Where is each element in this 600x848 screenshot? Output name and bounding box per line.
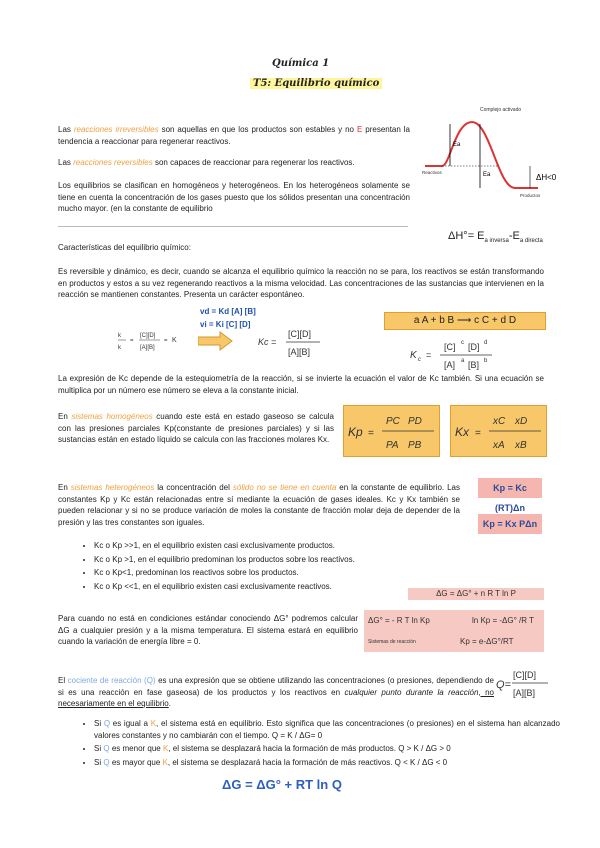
svg-text:Q=: Q= [496,679,511,691]
diagram-ea2-label: Ea [483,172,491,178]
list-item: • Kc o Kp <<1, en el equilibrio existen casi exclusivamente reactivos. [94,581,364,593]
final-formula: ΔG = ΔG° + RT ln Q [222,777,342,792]
svg-text:xD: xD [515,416,528,427]
diagram-reactivos: Reactivos [422,170,442,175]
dh-formula: $\Delta H^\circ= E_{a inversa}-E_{a directa}$ [448,230,543,245]
svg-text:=: = [368,428,374,439]
list-item: • Si Q es menor que K, el sistema se desplazará hacia la formación de más productos. Q > K / ΔG > 0 [94,743,560,755]
svg-text:=: = [426,350,432,360]
svg-text:K: K [410,350,417,361]
page-title: T5: Equilibrio químico [250,78,382,89]
list-item: • Kc o Kp >>1, en el equilibrio existen casi exclusivamente productos. [94,540,364,552]
svg-text:k: k [118,333,121,339]
intro-p1: Las reacciones irreversibles son aquellas en que los productos son estables y no E presentan la tendencia a reaccionar para regenerar reactivos. [58,125,411,146]
svg-text:d: d [484,340,488,346]
list-item: • Si Q es mayor que K, el sistema se desplazará hacia la formación de más reactivos. Q < K / ΔG < 0 [94,757,560,769]
svg-text:[A][B]: [A][B] [140,345,155,351]
svg-text:=: = [475,428,481,439]
svg-text:=: = [130,338,134,344]
svg-text:PD: PD [408,416,422,427]
svg-text:[C]: [C] [444,342,456,352]
svg-text:[A][B]: [A][B] [513,688,536,698]
svg-text:c: c [461,340,464,346]
energy-diagram [420,104,580,204]
arrow [198,331,234,351]
svg-text:[A][B]: [A][B] [288,347,311,357]
k-bullets [80,540,364,594]
diagram-dh-label: ΔH<0 [536,173,557,182]
svg-text:PA: PA [386,440,399,451]
vi-formula: vi = Ki [C] [D] [200,320,251,329]
characteristics-heading: Características del equilibrio químico: [58,243,191,252]
list-item: • Kc o Kp >1, en el equilibrio predominan los productos sobre los reactivos. [94,554,364,566]
intro-p3: Los equilibrios se clasifican en homogéneos y heterogéneos. En los heterogéneos solamente se tiene en cuenta la concentración de los gases puesto que los sólidos presentan una concentración mucho mayor. (en la constante de equilibrio [58,181,410,213]
list-item: • Si Q es igual a K, el sistema está en equilibrio. Esto significa que las concentraciones (o presiones) en el sistema han alcanzado valores constantes y no cambiarán con el tiempo. Q = K / ΔG= 0 [94,718,560,741]
diagram-ea-label: Ea [453,142,461,148]
homog-text: En sistemas homogéneos cuando este está en estado gaseoso se calcula con las presiones parciales Kp(constante de presiones parciales) y si las sustancias están en estado líquido se calcula con las fracciones molares Kx. [58,412,334,444]
svg-text:b: b [484,358,488,364]
kp-kx-formula: Kp = Kx PΔn [478,514,542,534]
k-ratio-small [118,327,188,357]
kx-box [450,405,547,457]
svg-text:a: a [461,358,465,364]
svg-text:Kx: Kx [455,425,470,439]
q-bullets [80,718,560,770]
characteristics-text: Es reversible y dinámico, es decir, cuando se alcanza el equilibrio químico la reacción no se para, los reactivos se están transformando en productos y estos a su vez regenerando reactivos a la misma velocidad. Las concentraciones de las sustancias que intervienen en la reacción se mantienen constantes. Presenta un carácter espontáneo. [58,267,544,299]
svg-text:k: k [118,345,121,351]
svg-text:xB: xB [515,440,527,451]
svg-text:PB: PB [408,440,422,451]
svg-text:[D]: [D] [468,342,480,352]
q-formula [496,666,552,702]
svg-text:c: c [418,357,421,363]
kp-kc-formula: Kp = Kc (RT)Δn [478,478,542,498]
svg-text:[B]: [B] [468,360,480,370]
heterog-text: En sistemas heterogéneos la concentración del sólido no se tiene en cuenta en la constante de equilibrio. Las constantes Kp y Kc están relacionadas entre sí mediante la ecuación de gases ideales. Kc y Kx también se pueden relacionar y si no se produce variación de moles la constante de fracción molar deja de depender de la presión y las tres constantes son iguales. [58,483,460,527]
gibbs-box: ΔG° = - R T ln Kp ln Kp = -ΔG° /R T Sistemas de reacción Kp = e-ΔG°/RT [364,610,544,652]
svg-text:K: K [172,337,177,344]
svg-text:=: = [164,338,168,344]
svg-text:[C][D]: [C][D] [513,670,537,680]
svg-text:Kc =: Kc = [258,337,277,347]
svg-text:[C][D]: [C][D] [288,329,312,339]
gibbs-text: Para cuando no está en condiciones estándar conociendo ΔG° podremos calcular ΔG a cualquier presión y a la misma temperatura. El sistema estará en equilibrio cuando la variación de energía libre = 0. [58,614,358,646]
svg-text:Kp: Kp [348,425,363,439]
quotient-text: El cociente de reacción (Q) es una expresión que se obtiene utilizando las concentraciones (o presiones, dependiendo de si es una reacción en fase gaseosa) de los productos y los reactivos en cualquier punto durante la reacción, no necesariamente en el equilibrio. [58,676,494,708]
list-item: • Kc o Kp<1, predominan los reactivos sobre los productos. [94,567,364,579]
svg-text:[C][D]: [C][D] [140,333,156,339]
kc-formula-powers [410,336,530,376]
diagram-peak-label: Complejo activado [480,107,522,113]
kp-box [343,405,440,457]
divider [58,226,408,227]
intro-p2: Las reacciones reversibles son capaces de reaccionar para regenerar los reactivos. [58,158,355,167]
vd-formula: vd = Kd [A] [B] [200,307,256,316]
gibbs-top-formula: ΔG = ΔG° + n R T ln P [408,588,544,600]
svg-text:xA: xA [493,440,505,451]
diagram-productos: Productos [520,193,541,198]
svg-text:[A]: [A] [444,360,456,370]
expression-text: La expresión de Kc depende de la estequiometría de la reacción, si se invierte la ecuación el valor de Kc también. Si una ecuación se multiplica por un número ese número se eleva a la constante inicial. [58,374,544,395]
svg-text:xC: xC [493,416,506,427]
reaction-box: a A + b B ⟶ c C + d D [384,312,546,330]
svg-text:PC: PC [386,416,400,427]
page-subject: Química 1 [272,58,330,69]
kc-formula [258,322,338,362]
